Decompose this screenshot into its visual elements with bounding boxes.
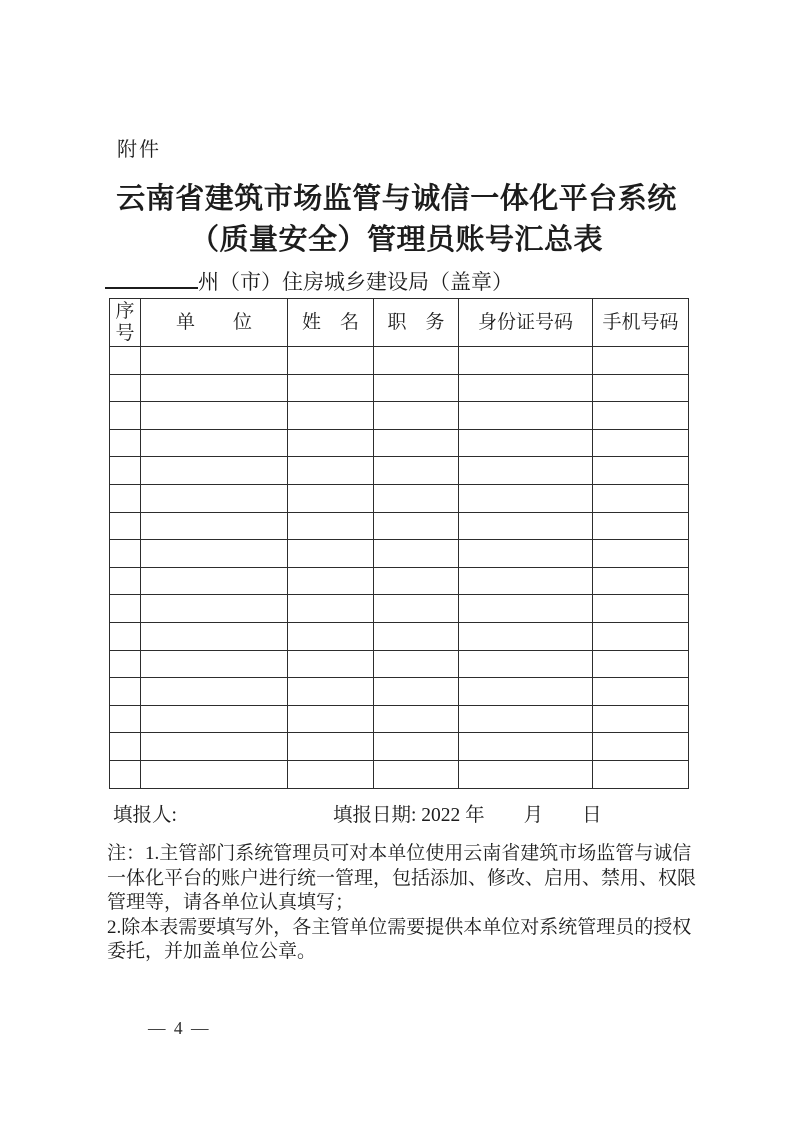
empty-cell <box>288 733 374 761</box>
filler-date-label: 填报日期: 2022 年 月 日 <box>333 805 602 826</box>
empty-cell <box>593 347 689 375</box>
empty-cell <box>459 484 593 512</box>
empty-cell <box>110 484 141 512</box>
empty-cell <box>374 347 459 375</box>
empty-cell <box>288 760 374 788</box>
filler-person-label: 填报人: <box>113 805 177 826</box>
empty-cell <box>288 650 374 678</box>
note-line: 委托，并加盖单位公章。 <box>107 941 317 963</box>
empty-cell <box>459 678 593 706</box>
empty-cell <box>110 347 141 375</box>
empty-cell <box>110 733 141 761</box>
subtitle-text: 州（市）住房城乡建设局（盖章） <box>198 270 513 294</box>
empty-cell <box>593 457 689 485</box>
empty-cell <box>288 457 374 485</box>
table-row <box>110 567 689 595</box>
note-line: 管理等，请各单位认真填写； <box>107 892 355 914</box>
empty-cell <box>374 567 459 595</box>
empty-cell <box>593 567 689 595</box>
empty-cell <box>288 567 374 595</box>
notes-block <box>107 842 713 965</box>
note-line: 2.除本表需要填写外，各主管单位需要提供本单位对系统管理员的授权 <box>107 916 692 938</box>
empty-cell <box>141 540 288 568</box>
empty-cell <box>141 622 288 650</box>
empty-cell <box>593 733 689 761</box>
empty-cell <box>459 733 593 761</box>
empty-cell <box>110 650 141 678</box>
note-line: 注：1.主管部门系统管理员可对本单位使用云南省建筑市场监管与诚信 <box>107 843 692 864</box>
empty-cell <box>110 540 141 568</box>
empty-cell <box>459 622 593 650</box>
empty-cell <box>288 402 374 430</box>
empty-cell <box>110 622 141 650</box>
empty-cell <box>141 484 288 512</box>
empty-cell <box>374 705 459 733</box>
empty-cell <box>141 402 288 430</box>
empty-cell <box>459 347 593 375</box>
empty-cell <box>459 540 593 568</box>
document-title-line1: 云南省建筑市场监管与诚信一体化平台系统 <box>116 183 677 215</box>
empty-cell <box>593 705 689 733</box>
empty-cell <box>459 705 593 733</box>
empty-cell <box>288 540 374 568</box>
table-row <box>110 760 689 788</box>
empty-cell <box>593 760 689 788</box>
empty-cell <box>141 760 288 788</box>
empty-cell <box>141 595 288 623</box>
empty-cell <box>459 429 593 457</box>
empty-cell <box>288 347 374 375</box>
empty-cell <box>459 402 593 430</box>
table-row <box>110 622 689 650</box>
empty-cell <box>593 374 689 402</box>
empty-cell <box>593 622 689 650</box>
empty-cell <box>110 760 141 788</box>
empty-cell <box>459 457 593 485</box>
table-row <box>110 512 689 540</box>
page-number: — 4 — <box>148 1018 211 1038</box>
note-line: 一体化平台的账户进行统一管理，包括添加、修改、启用、禁用、权限 <box>107 867 697 889</box>
empty-cell <box>593 484 689 512</box>
table-row <box>110 733 689 761</box>
empty-cell <box>141 733 288 761</box>
attachment-label: 附件 <box>117 139 161 161</box>
empty-cell <box>288 705 374 733</box>
empty-cell <box>141 429 288 457</box>
empty-cell <box>374 457 459 485</box>
empty-cell <box>288 512 374 540</box>
table-row <box>110 678 689 706</box>
header-row <box>110 299 689 347</box>
table-row <box>110 650 689 678</box>
empty-cell <box>374 678 459 706</box>
empty-cell <box>593 650 689 678</box>
empty-cell <box>110 567 141 595</box>
table-body <box>110 347 689 789</box>
empty-cell <box>374 374 459 402</box>
empty-cell <box>110 705 141 733</box>
empty-cell <box>374 733 459 761</box>
empty-cell <box>110 512 141 540</box>
empty-cell <box>374 540 459 568</box>
col-header-position: 职 务 <box>374 299 459 347</box>
empty-cell <box>110 595 141 623</box>
col-header-phone: 手机号码 <box>593 299 689 347</box>
empty-cell <box>141 457 288 485</box>
table-row <box>110 374 689 402</box>
empty-cell <box>374 650 459 678</box>
empty-cell <box>141 374 288 402</box>
empty-cell <box>288 429 374 457</box>
table-row <box>110 429 689 457</box>
empty-cell <box>459 567 593 595</box>
empty-cell <box>141 650 288 678</box>
empty-cell <box>459 650 593 678</box>
blank-underline <box>105 267 198 289</box>
empty-cell <box>593 402 689 430</box>
table-row <box>110 402 689 430</box>
empty-cell <box>374 402 459 430</box>
empty-cell <box>374 429 459 457</box>
col-header-unit: 单 位 <box>141 299 288 347</box>
empty-cell <box>110 429 141 457</box>
empty-cell <box>110 374 141 402</box>
empty-cell <box>141 678 288 706</box>
empty-cell <box>288 622 374 650</box>
empty-cell <box>593 595 689 623</box>
empty-cell <box>288 484 374 512</box>
summary-table <box>109 298 689 789</box>
empty-cell <box>459 512 593 540</box>
subtitle-line <box>105 267 513 295</box>
empty-cell <box>593 512 689 540</box>
table-row <box>110 457 689 485</box>
table-row <box>110 347 689 375</box>
empty-cell <box>593 429 689 457</box>
empty-cell <box>374 512 459 540</box>
empty-cell <box>374 622 459 650</box>
empty-cell <box>459 760 593 788</box>
empty-cell <box>141 347 288 375</box>
empty-cell <box>110 457 141 485</box>
empty-cell <box>459 374 593 402</box>
empty-cell <box>593 678 689 706</box>
empty-cell <box>288 595 374 623</box>
col-header-index: 序号 <box>110 299 141 347</box>
empty-cell <box>141 567 288 595</box>
document-title-line2: （质量安全）管理员账号汇总表 <box>189 224 603 256</box>
table-row <box>110 540 689 568</box>
empty-cell <box>374 484 459 512</box>
empty-cell <box>459 595 593 623</box>
empty-cell <box>374 595 459 623</box>
empty-cell <box>374 760 459 788</box>
table-row <box>110 705 689 733</box>
table-row <box>110 484 689 512</box>
empty-cell <box>110 678 141 706</box>
col-header-name: 姓 名 <box>288 299 374 347</box>
empty-cell <box>288 374 374 402</box>
empty-cell <box>141 705 288 733</box>
empty-cell <box>110 402 141 430</box>
table-row <box>110 595 689 623</box>
empty-cell <box>593 540 689 568</box>
empty-cell <box>141 512 288 540</box>
col-header-id-number: 身份证号码 <box>459 299 593 347</box>
empty-cell <box>288 678 374 706</box>
